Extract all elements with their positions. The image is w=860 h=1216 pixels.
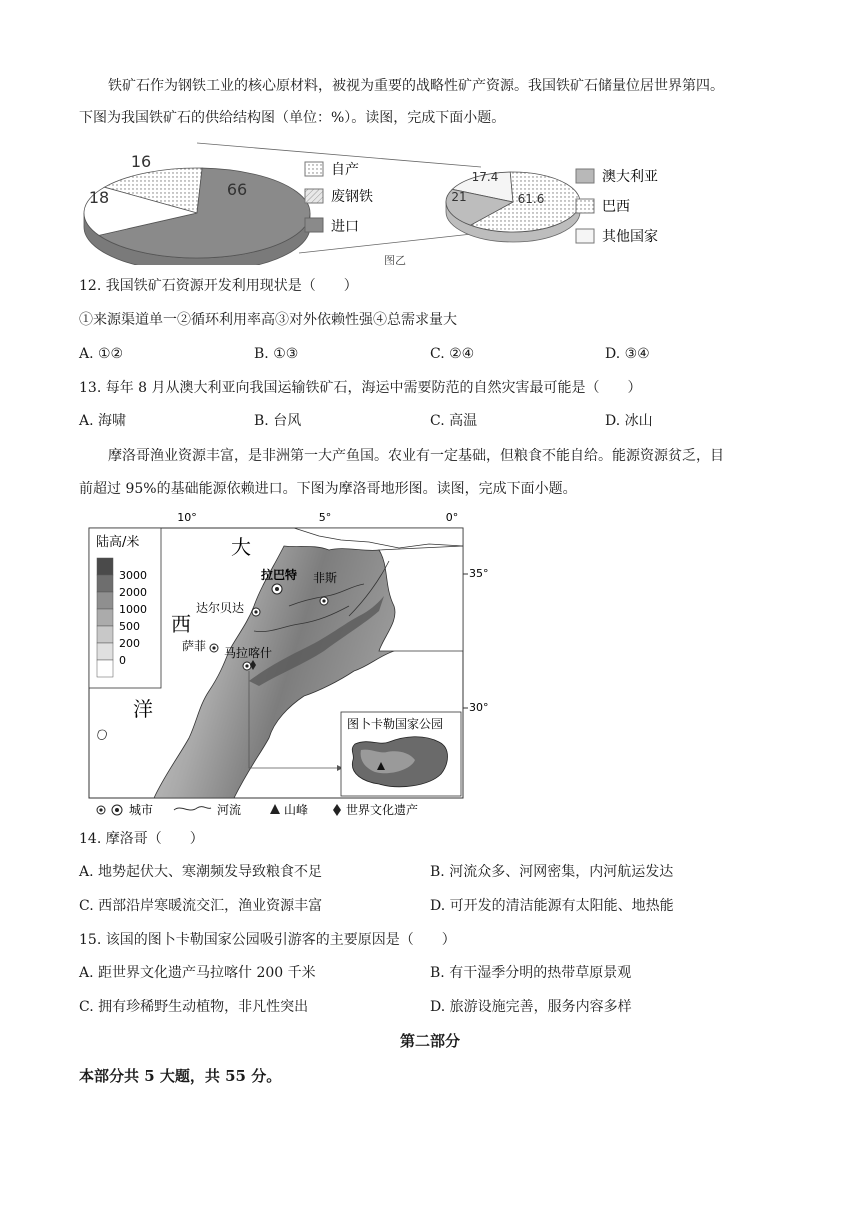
q15-stem: 15. 该国的图卜卡勒国家公园吸引游客的主要原因是（ ）: [79, 932, 456, 948]
legend-qita: 其他国家: [602, 229, 658, 245]
elevation-swatch: [97, 575, 113, 592]
elevation-swatch: [97, 626, 113, 643]
legend-river: 河流: [217, 803, 242, 817]
legend-swatch-qita: [576, 229, 594, 243]
lat-label-30: 30°: [469, 701, 489, 714]
lon-label-10: 10°: [177, 511, 197, 524]
q14-option-c[interactable]: C. 西部沿岸寒暖流交汇，渔业资源丰富: [79, 898, 323, 914]
ocean-char-xi: 西: [171, 612, 191, 636]
legend-swatch-baxi: [576, 199, 594, 213]
part2-title: 第二部分: [399, 1032, 460, 1050]
q12-option-d[interactable]: D. ③④: [605, 346, 650, 362]
q14-option-a[interactable]: A. 地势起伏大、寒潮频发导致粮食不足: [79, 864, 323, 880]
sub-pie: [446, 170, 580, 232]
q15-option-a[interactable]: A. 距世界文化遗产马拉喀什 200 千米: [79, 965, 316, 981]
q13-option-b[interactable]: B. 台风: [254, 413, 302, 429]
q14-option-d[interactable]: D. 可开发的清洁能源有太阳能、地热能: [430, 898, 674, 914]
jinkou-label: 66: [226, 180, 248, 199]
intro2-line1: 摩洛哥渔业资源丰富，是非洲第一大产鱼国。农业有一定基础，但粮食不能自给。能源资源贫乏，目: [108, 448, 724, 464]
q13-option-a[interactable]: A. 海啸: [79, 413, 127, 429]
elevation-swatch: [97, 592, 113, 609]
svg-text:拉巴特: 拉巴特: [261, 568, 298, 582]
map-bottom-legend: [97, 802, 418, 817]
legend-jinkou: 进口: [331, 219, 359, 235]
part2-desc: 本部分共 5 大题，共 55 分。: [79, 1067, 282, 1085]
legend-swatch-jinkou: [305, 218, 323, 232]
elevation-swatch: [97, 609, 113, 626]
qita-label: 17.4: [471, 170, 499, 184]
legend-swatch-feigangtie: [305, 189, 323, 203]
elevation-value: 500: [119, 620, 140, 633]
legend-feigangtie: 废钢铁: [331, 189, 373, 205]
algeria-border: [379, 546, 463, 651]
feigangtie-label: 18: [88, 188, 110, 207]
q12-option-a[interactable]: A. ①②: [79, 346, 124, 362]
q14-option-b[interactable]: B. 河流众多、河网密集，内河航运发达: [430, 864, 674, 880]
legend-river-line: [174, 807, 211, 810]
legend-swatch-aodaliya: [576, 169, 594, 183]
morocco-terrain-map: [79, 506, 489, 818]
elevation-value: 3000: [119, 569, 147, 582]
lat-label-35: 35°: [469, 567, 489, 580]
canary-island: [98, 730, 107, 740]
q12-option-c[interactable]: C. ②④: [430, 346, 475, 362]
q14-stem: 14. 摩洛哥（ ）: [79, 831, 204, 847]
intro2-line2: 前超过 95%的基础能源依赖进口。下图为摩洛哥地形图。读图，完成下面小题。: [79, 481, 577, 497]
legend-peak: 山峰: [284, 803, 309, 817]
main-pie: [84, 152, 310, 258]
legend-heritage: 世界文化遗产: [346, 803, 419, 817]
aodaliya-label: 21: [451, 190, 467, 204]
elevation-swatch: [97, 660, 113, 677]
lon-label-5: 5°: [318, 511, 332, 524]
q15-option-b[interactable]: B. 有干湿季分明的热带草原景观: [430, 965, 632, 981]
q13-stem: 13. 每年 8 月从澳大利亚向我国运输铁矿石，海运中需要防范的自然灾害最可能是（ ）: [79, 380, 642, 396]
legend-zichan: 自产: [331, 162, 359, 178]
q13-option-c[interactable]: C. 高温: [430, 413, 478, 429]
intro1-line1: 铁矿石作为钢铁工业的核心原材料，被视为重要的战略性矿产资源。我国铁矿石储量位居世界第四。: [108, 78, 724, 94]
supply-structure-figure: [79, 135, 719, 265]
legend-peak-icon: [270, 804, 280, 814]
q15-option-c[interactable]: C. 拥有珍稀野生动植物，非凡性突出: [79, 999, 309, 1015]
ocean-char-yang: 洋: [133, 697, 153, 721]
zichan-label: 16: [130, 152, 152, 171]
lon-label-0: 0°: [445, 511, 459, 524]
figure1-caption: 图乙: [384, 254, 406, 265]
elevation-value: 1000: [119, 603, 147, 616]
svg-text:萨菲: 萨菲: [182, 639, 207, 653]
legend-baxi: 巴西: [602, 199, 630, 215]
q12-statements: ①来源渠道单一②循环利用率高③对外依赖性强④总需求量大: [79, 312, 457, 328]
q12-stem: 12. 我国铁矿石资源开发利用现状是（ ）: [79, 278, 358, 294]
ocean-char-da: 大: [231, 535, 251, 559]
svg-text:马拉喀什: 马拉喀什: [224, 646, 273, 660]
svg-text:达尔贝达: 达尔贝达: [196, 601, 245, 615]
svg-text:非斯: 非斯: [313, 571, 338, 585]
q13-option-d[interactable]: D. 冰山: [605, 413, 653, 429]
q12-option-b[interactable]: B. ①③: [254, 346, 299, 362]
legend-aodaliya: 澳大利亚: [602, 169, 658, 185]
inset-title: 图卜卡勒国家公园: [347, 717, 444, 731]
elevation-value: 0: [119, 654, 126, 667]
elevation-value: 2000: [119, 586, 147, 599]
legend-city: 城市: [129, 803, 154, 817]
elevation-swatch: [97, 643, 113, 660]
q15-option-d[interactable]: D. 旅游设施完善，服务内容多样: [430, 999, 632, 1015]
elevation-swatch: [97, 558, 113, 575]
connector-line-bottom: [299, 233, 481, 253]
elevation-legend-title: 陆高/米: [96, 535, 140, 550]
intro1-line2: 下图为我国铁矿石的供给结构图（单位：%）。读图，完成下面小题。: [79, 110, 506, 126]
elevation-value: 200: [119, 637, 140, 650]
legend-heritage-icon: [333, 804, 341, 816]
baxi-label: 61.6: [517, 192, 545, 206]
legend-swatch-zichan: [305, 162, 323, 176]
